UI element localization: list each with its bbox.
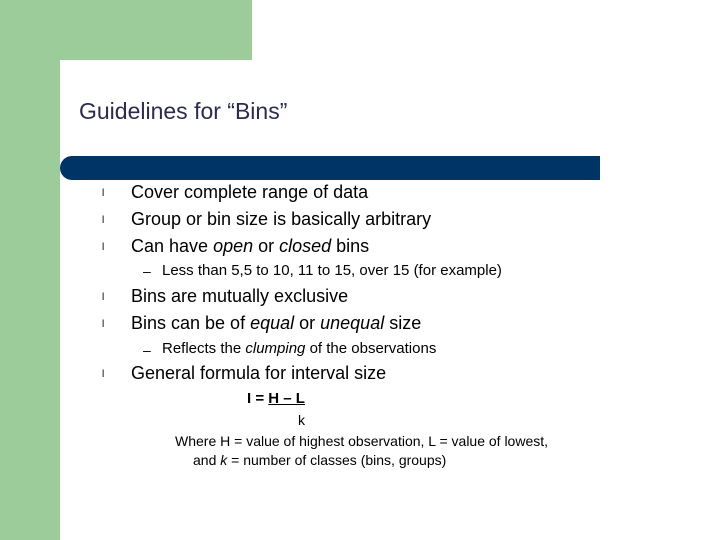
bullet-open-closed-bins: Can have open or closed bins — [131, 236, 370, 256]
green-left-bar — [0, 0, 60, 540]
slide-title: Guidelines for “Bins” — [79, 98, 288, 124]
bullet-marker: l — [102, 292, 105, 303]
formula-numerator-row — [247, 390, 305, 407]
formula-lhs: I = — [247, 390, 269, 407]
bullet-marker: l — [102, 215, 105, 226]
formula-numerator: H – L — [268, 390, 305, 407]
bullet-general-formula: General formula for interval size — [131, 363, 387, 383]
dash-marker: – — [143, 342, 151, 358]
formula-note-line-1: Where H = value of highest observation, L = value of lowest, — [175, 433, 549, 449]
sub-bullet-clumping: Reflects the clumping of the observations — [162, 340, 437, 357]
formula-note-line-2: and k = number of classes (bins, groups) — [193, 452, 447, 468]
sub-bullet-example-ranges: Less than 5,5 to 10, 11 to 15, over 15 (for example) — [162, 262, 502, 279]
bullet-equal-unequal-size: Bins can be of equal or unequal size — [131, 313, 422, 333]
bullet-marker: l — [102, 319, 105, 330]
formula-denominator: k — [298, 412, 305, 428]
bullet-marker: l — [102, 369, 105, 380]
bullet-cover-range: Cover complete range of data — [131, 182, 369, 202]
dash-marker: – — [143, 263, 151, 279]
bullet-marker: l — [102, 188, 105, 199]
bullet-marker: l — [102, 242, 105, 253]
bullet-bin-size-arbitrary: Group or bin size is basically arbitrary — [131, 209, 432, 229]
bullet-mutually-exclusive: Bins are mutually exclusive — [131, 286, 349, 306]
title-underline-bar — [60, 156, 600, 180]
